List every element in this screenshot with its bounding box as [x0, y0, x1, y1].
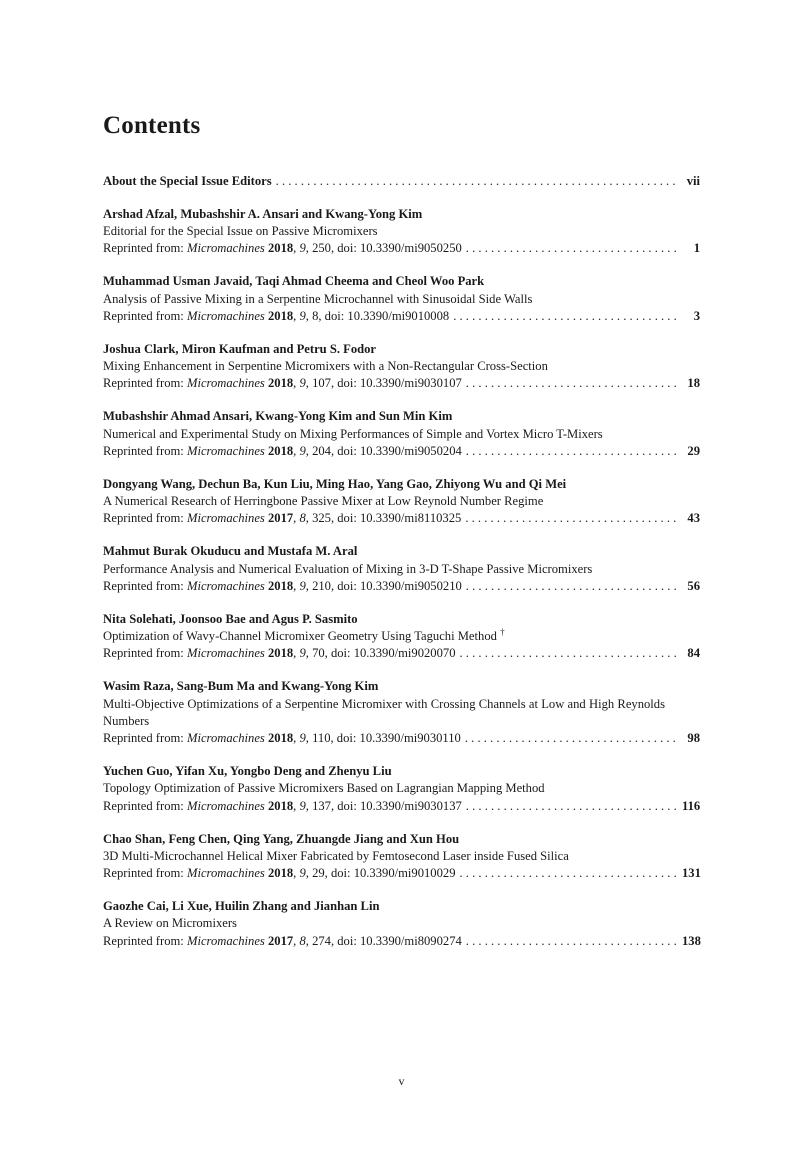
toc-entry[interactable] — [103, 763, 700, 815]
reprint-prefix: Reprinted from: — [103, 241, 184, 256]
publication-year: 2018 — [267, 646, 294, 661]
reprint-prefix: Reprinted from: — [103, 731, 184, 746]
reprint-prefix: Reprinted from: — [103, 866, 184, 881]
toc-entry-title — [103, 358, 700, 375]
article-doi: , 137, doi: 10.3390/mi9030137 — [305, 798, 462, 813]
toc-entry-title — [103, 848, 700, 865]
dot-leader — [460, 645, 679, 662]
toc-entry-citation: Reprinted from: Micromachines 2017, 8, 274, doi: 10.3390/mi8090274 — [103, 933, 462, 948]
dot-leader — [276, 173, 678, 190]
toc-page-number: 43 — [687, 511, 700, 526]
toc-entries — [103, 206, 700, 950]
toc-entry-citation: Reprinted from: Micromachines 2018, 9, 8, doi: 10.3390/mi9010008 — [103, 308, 450, 323]
toc-entry-citation-row — [103, 578, 700, 595]
publication-year: 2018 — [267, 241, 294, 256]
toc-entry-title — [103, 426, 700, 443]
volume-number: 8 — [299, 933, 306, 948]
dot-leader — [465, 510, 678, 527]
journal-name: Micromachines — [186, 308, 265, 323]
article-doi: , 204, doi: 10.3390/mi9050204 — [305, 443, 462, 458]
toc-entry-authors: Mahmut Burak Okuducu and Mustafa M. Aral — [103, 544, 358, 559]
toc-entry-citation-row — [103, 240, 700, 257]
reprint-prefix: Reprinted from: — [103, 376, 184, 391]
toc-entry-authors: Gaozhe Cai, Li Xue, Huilin Zhang and Jianhan Lin — [103, 899, 380, 914]
journal-name: Micromachines — [186, 511, 265, 526]
dot-leader — [466, 933, 678, 950]
toc-editors-entry[interactable] — [103, 173, 700, 190]
toc-entry-citation: Reprinted from: Micromachines 2018, 9, 110, doi: 10.3390/mi9030110 — [103, 731, 461, 746]
toc-entry-citation-row — [103, 510, 700, 527]
toc-entry[interactable] — [103, 611, 700, 663]
toc-entry-title — [103, 561, 700, 578]
volume-number: 9 — [299, 798, 306, 813]
toc-entry-authors: Arshad Afzal, Mubashshir A. Ansari and Kwang-Yong Kim — [103, 206, 423, 221]
publication-year: 2018 — [267, 376, 294, 391]
article-doi: , 250, doi: 10.3390/mi9050250 — [305, 241, 462, 256]
toc-entry-authors: Muhammad Usman Javaid, Taqi Ahmad Cheema and Cheol Woo Park — [103, 274, 485, 289]
reprint-prefix: Reprinted from: — [103, 511, 184, 526]
article-doi: , 8, doi: 10.3390/mi9010008 — [305, 308, 450, 323]
toc-entry[interactable] — [103, 476, 700, 528]
toc-entry-citation: Reprinted from: Micromachines 2018, 9, 210, doi: 10.3390/mi9050210 — [103, 578, 462, 593]
journal-name: Micromachines — [186, 578, 265, 593]
toc-page-number: 138 — [682, 933, 701, 948]
toc-entry-citation-row — [103, 308, 700, 325]
footnote-marker: † — [500, 626, 505, 637]
toc-page-number: 84 — [687, 646, 700, 661]
toc-entry[interactable] — [103, 898, 700, 950]
toc-page-number: 29 — [687, 443, 700, 458]
toc-editors-label: About the Special Issue Editors — [103, 174, 272, 188]
toc-page-number: 3 — [693, 308, 700, 323]
journal-name: Micromachines — [186, 933, 265, 948]
dot-leader — [465, 730, 678, 747]
toc-entry-title — [103, 628, 700, 645]
toc-entry-citation-row — [103, 645, 700, 662]
journal-name: Micromachines — [186, 241, 265, 256]
toc-entry-citation: Reprinted from: Micromachines 2018, 9, 204, doi: 10.3390/mi9050204 — [103, 443, 462, 458]
toc-entry-authors: Wasim Raza, Sang-Bum Ma and Kwang-Yong Kim — [103, 679, 379, 694]
toc-entry-citation: Reprinted from: Micromachines 2018, 9, 29, doi: 10.3390/mi9010029 — [103, 866, 456, 881]
volume-number: 9 — [299, 376, 306, 391]
toc-entry-citation: Reprinted from: Micromachines 2017, 8, 325, doi: 10.3390/mi8110325 — [103, 511, 462, 526]
toc-entry[interactable] — [103, 678, 700, 747]
journal-name: Micromachines — [186, 646, 265, 661]
toc-page-number: vii — [686, 174, 700, 188]
toc-page-number: 1 — [693, 241, 700, 256]
toc-entry-title-text: 3D Multi-Microchannel Helical Mixer Fabricated by Femtosecond Laser inside Fused Silica — [103, 848, 569, 863]
volume-number: 9 — [299, 578, 306, 593]
toc-entry-citation-row — [103, 730, 700, 747]
volume-number: 9 — [299, 443, 306, 458]
toc-entry-authors: Mubashshir Ahmad Ansari, Kwang-Yong Kim and Sun Min Kim — [103, 409, 453, 424]
toc-entry-title-text: Multi-Objective Optimizations of a Serpentine Micromixer with Crossing Channels at Low and High Reynolds Numbers — [103, 696, 665, 728]
volume-number: 8 — [299, 511, 306, 526]
toc-entry[interactable] — [103, 831, 700, 883]
volume-number: 9 — [299, 646, 306, 661]
article-doi: , 29, doi: 10.3390/mi9010029 — [305, 866, 456, 881]
toc-entry-citation-row — [103, 933, 700, 950]
toc-entry-citation-row — [103, 375, 700, 392]
journal-name: Micromachines — [186, 443, 265, 458]
toc-entry-citation-row — [103, 443, 700, 460]
reprint-prefix: Reprinted from: — [103, 798, 184, 813]
toc-entry-title-text: A Numerical Research of Herringbone Passive Mixer at Low Reynold Number Regime — [103, 494, 544, 509]
toc-entry-authors: Joshua Clark, Miron Kaufman and Petru S. Fodor — [103, 341, 377, 356]
publication-year: 2017 — [267, 933, 294, 948]
article-doi: , 274, doi: 10.3390/mi8090274 — [305, 933, 462, 948]
toc-page-number: 116 — [682, 798, 701, 813]
volume-number: 9 — [299, 731, 306, 746]
article-doi: , 325, doi: 10.3390/mi8110325 — [305, 511, 462, 526]
toc-page-number: 56 — [687, 578, 700, 593]
dot-leader — [460, 865, 679, 882]
dot-leader — [453, 308, 678, 325]
toc-entry-citation: Reprinted from: Micromachines 2018, 9, 137, doi: 10.3390/mi9030137 — [103, 798, 462, 813]
toc-entry-title — [103, 223, 700, 240]
table-of-contents — [103, 173, 700, 966]
toc-entry-title-text: Mixing Enhancement in Serpentine Micromixers with a Non-Rectangular Cross-Section — [103, 359, 548, 374]
volume-number: 9 — [299, 308, 306, 323]
journal-name: Micromachines — [186, 376, 265, 391]
toc-entry-title-text: Analysis of Passive Mixing in a Serpentine Microchannel with Sinusoidal Side Walls — [103, 291, 533, 306]
toc-entry-authors: Chao Shan, Feng Chen, Qing Yang, Zhuangde Jiang and Xun Hou — [103, 831, 460, 846]
dot-leader — [466, 443, 678, 460]
toc-entry[interactable] — [103, 273, 700, 325]
toc-entry[interactable] — [103, 543, 700, 595]
toc-entry-citation: Reprinted from: Micromachines 2018, 9, 107, doi: 10.3390/mi9030107 — [103, 376, 462, 391]
toc-entry-title — [103, 915, 700, 932]
publication-year: 2018 — [267, 731, 294, 746]
toc-page-number: 131 — [682, 866, 701, 881]
volume-number: 9 — [299, 866, 306, 881]
dot-leader — [466, 375, 678, 392]
toc-entry-title — [103, 780, 700, 797]
toc-entry-title-text: A Review on Micromixers — [103, 916, 237, 931]
dot-leader — [466, 240, 678, 257]
toc-entry-authors: Dongyang Wang, Dechun Ba, Kun Liu, Ming Hao, Yang Gao, Zhiyong Wu and Qi Mei — [103, 476, 567, 491]
page-title: Contents — [103, 112, 201, 139]
dot-leader — [466, 578, 678, 595]
toc-page-number: 18 — [687, 376, 700, 391]
toc-entry[interactable] — [103, 206, 700, 258]
page-folio: v — [398, 1074, 405, 1088]
toc-entry-authors: Yuchen Guo, Yifan Xu, Yongbo Deng and Zhenyu Liu — [103, 764, 392, 779]
toc-entry-title-text: Editorial for the Special Issue on Passive Micromixers — [103, 224, 378, 239]
toc-entry-citation: Reprinted from: Micromachines 2018, 9, 250, doi: 10.3390/mi9050250 — [103, 241, 462, 256]
toc-entry-citation-row — [103, 798, 700, 815]
publication-year: 2017 — [267, 511, 294, 526]
toc-entry-title — [103, 696, 700, 731]
publication-year: 2018 — [267, 798, 294, 813]
article-doi: , 110, doi: 10.3390/mi9030110 — [305, 731, 461, 746]
reprint-prefix: Reprinted from: — [103, 308, 184, 323]
publication-year: 2018 — [267, 578, 294, 593]
publication-year: 2018 — [267, 308, 294, 323]
journal-name: Micromachines — [186, 731, 265, 746]
toc-entry-citation: Reprinted from: Micromachines 2018, 9, 70, doi: 10.3390/mi9020070 — [103, 646, 456, 661]
toc-entry-title-text: Numerical and Experimental Study on Mixing Performances of Simple and Vortex Micro T-Mixers — [103, 426, 603, 441]
reprint-prefix: Reprinted from: — [103, 933, 184, 948]
reprint-prefix: Reprinted from: — [103, 646, 184, 661]
publication-year: 2018 — [267, 443, 294, 458]
toc-entry-authors: Nita Solehati, Joonsoo Bae and Agus P. Sasmito — [103, 611, 358, 626]
dot-leader — [466, 798, 678, 815]
article-doi: , 70, doi: 10.3390/mi9020070 — [305, 646, 456, 661]
journal-name: Micromachines — [186, 798, 265, 813]
toc-entry-title-text: Performance Analysis and Numerical Evaluation of Mixing in 3-D T-Shape Passive Micromixers — [103, 561, 593, 576]
reprint-prefix: Reprinted from: — [103, 443, 184, 458]
reprint-prefix: Reprinted from: — [103, 578, 184, 593]
toc-entry[interactable] — [103, 408, 700, 460]
toc-entry-title-text: Optimization of Wavy-Channel Micromixer Geometry Using Taguchi Method — [103, 629, 497, 644]
journal-name: Micromachines — [186, 866, 265, 881]
publication-year: 2018 — [267, 866, 294, 881]
toc-entry[interactable] — [103, 341, 700, 393]
toc-page-number: 98 — [687, 731, 700, 746]
toc-entry-title — [103, 291, 700, 308]
article-doi: , 210, doi: 10.3390/mi9050210 — [305, 578, 462, 593]
toc-entry-title — [103, 493, 700, 510]
toc-entry-citation-row — [103, 865, 700, 882]
volume-number: 9 — [299, 241, 306, 256]
article-doi: , 107, doi: 10.3390/mi9030107 — [305, 376, 462, 391]
toc-entry-title-text: Topology Optimization of Passive Micromixers Based on Lagrangian Mapping Method — [103, 781, 545, 796]
